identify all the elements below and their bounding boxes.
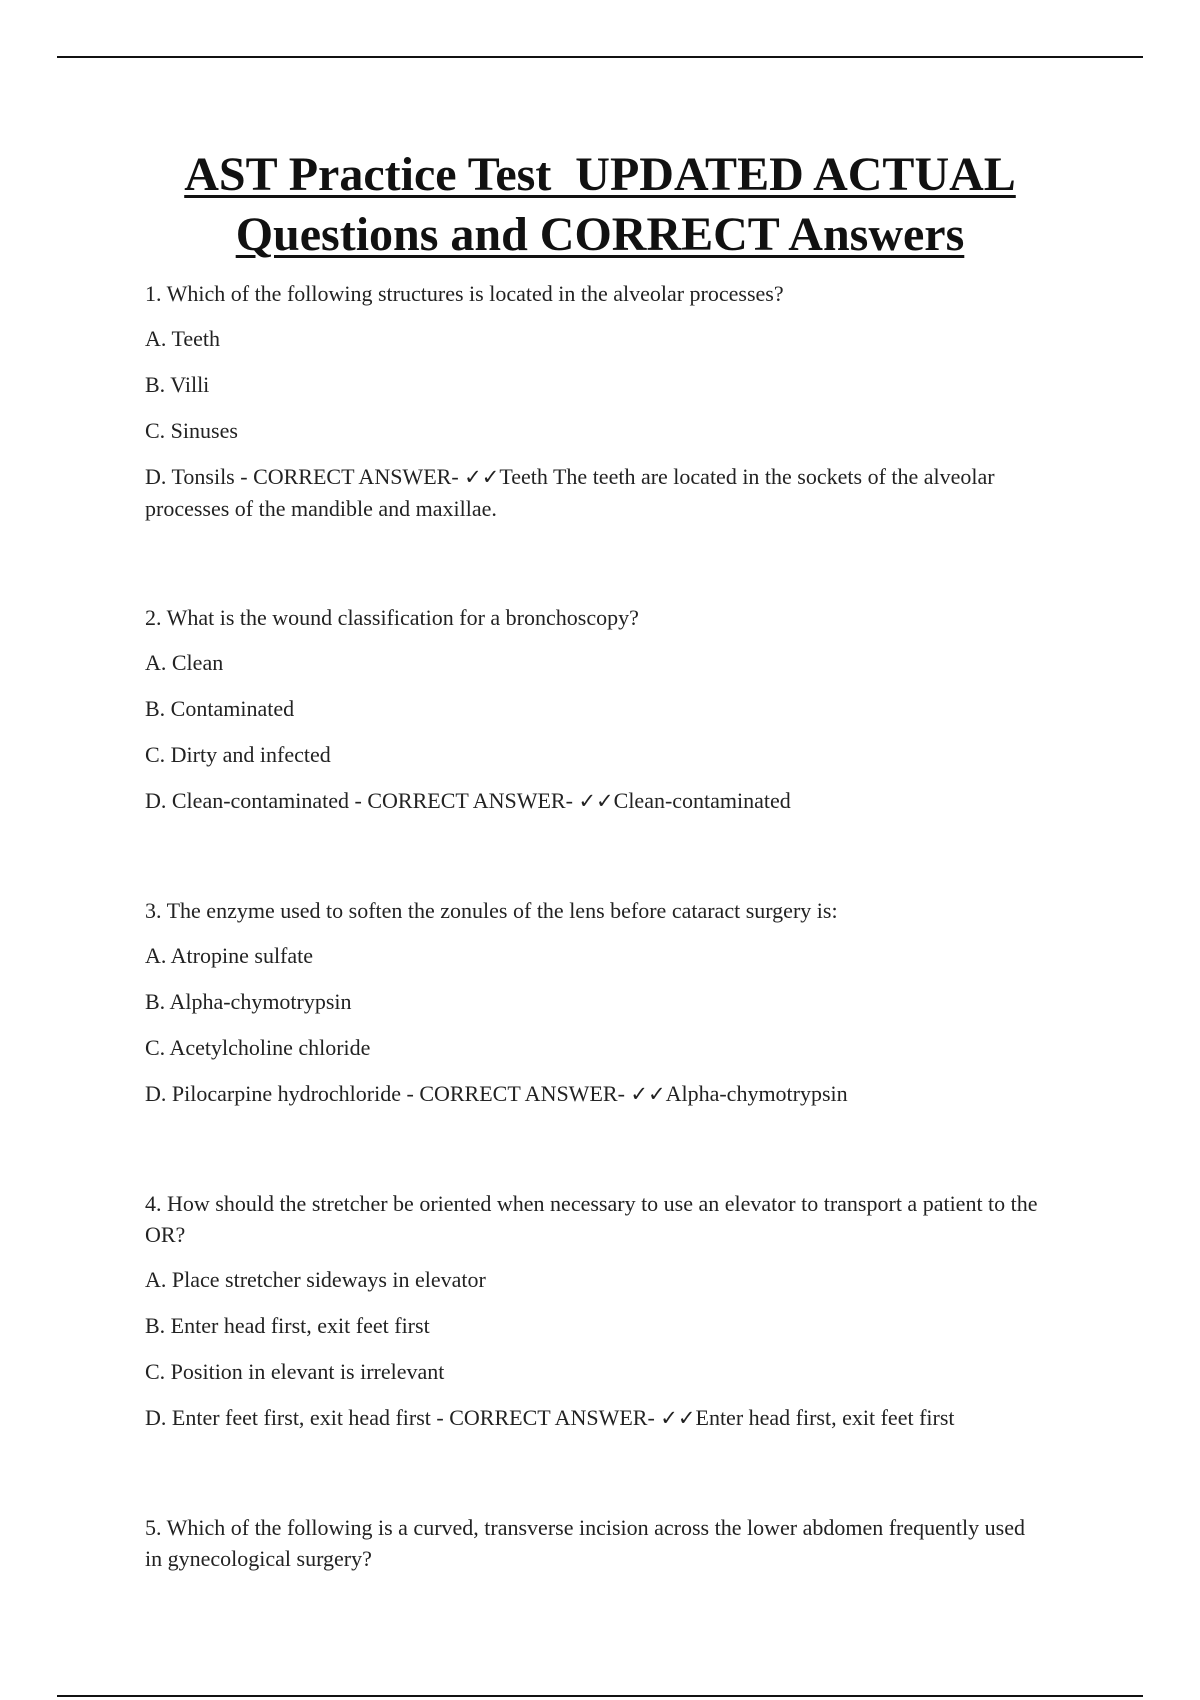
- title-line-2: Questions and CORRECT Answers: [235, 208, 965, 261]
- question-text: 5. Which of the following is a curved, transverse incision across the lower abdomen frequently used in gynecological surgery?: [145, 1515, 1025, 1571]
- question-block-2: [145, 602, 1045, 817]
- answer-text: Alpha-chymotrypsin: [665, 1081, 848, 1106]
- option-a: A. Teeth: [145, 326, 221, 351]
- document-title: [0, 145, 1200, 265]
- title-line-1: AST Practice Test UPDATED ACTUAL: [184, 148, 1016, 201]
- option-b: B. Enter head first, exit feet first: [145, 1313, 430, 1338]
- question-block-4: [145, 1188, 1045, 1434]
- option-d-with-answer: [145, 1078, 1045, 1110]
- option-d-with-answer: [145, 785, 1045, 817]
- question-text: 4. How should the stretcher be oriented when necessary to use an elevator to transport a patient to the OR?: [145, 1191, 1038, 1247]
- option-d: D. Enter feet first, exit head first: [145, 1405, 431, 1430]
- option-d: D. Tonsils: [145, 464, 235, 489]
- question-text: 1. Which of the following structures is located in the alveolar processes?: [145, 281, 784, 306]
- option-a: A. Atropine sulfate: [145, 943, 314, 968]
- option-c: C. Position in elevant is irrelevant: [145, 1359, 445, 1384]
- answer-label: - CORRECT ANSWER-: [349, 788, 579, 813]
- option-c: C. Acetylcholine chloride: [145, 1035, 371, 1060]
- answer-text: Enter head first, exit feet first: [695, 1405, 955, 1430]
- double-check-icon: ✓✓: [630, 1082, 666, 1106]
- option-d: D. Clean-contaminated: [145, 788, 350, 813]
- question-text: 2. What is the wound classification for a bronchoscopy?: [145, 605, 639, 630]
- option-b: B. Alpha-chymotrypsin: [145, 989, 352, 1014]
- double-check-icon: ✓✓: [660, 1406, 696, 1430]
- answer-label: - CORRECT ANSWER-: [401, 1081, 631, 1106]
- option-a: A. Place stretcher sideways in elevator: [145, 1267, 486, 1292]
- answer-label: - CORRECT ANSWER-: [430, 1405, 661, 1430]
- double-check-icon: ✓✓: [464, 465, 500, 489]
- footer-rule: [57, 1695, 1143, 1697]
- answer-label: - CORRECT ANSWER-: [234, 464, 465, 489]
- question-block-1: [145, 278, 1045, 524]
- question-block-5: [145, 1512, 1045, 1574]
- answer-text: Clean-contaminated: [613, 788, 791, 813]
- question-text: 3. The enzyme used to soften the zonules of the lens before cataract surgery is:: [145, 898, 838, 923]
- answer-text: Teeth The teeth are located in the sockets of the alveolar processes of the mandible and maxillae.: [145, 464, 995, 521]
- option-d-with-answer: [145, 1402, 1045, 1434]
- double-check-icon: ✓✓: [578, 789, 614, 813]
- header-rule: [57, 56, 1143, 58]
- question-block-3: [145, 895, 1045, 1110]
- option-a: A. Clean: [145, 650, 224, 675]
- option-d: D. Pilocarpine hydrochloride: [145, 1081, 401, 1106]
- question-list: [145, 278, 1045, 1588]
- option-d-with-answer: [145, 461, 1045, 524]
- option-b: B. Contaminated: [145, 696, 295, 721]
- option-c: C. Sinuses: [145, 418, 238, 443]
- option-c: C. Dirty and infected: [145, 742, 331, 767]
- option-b: B. Villi: [145, 372, 210, 397]
